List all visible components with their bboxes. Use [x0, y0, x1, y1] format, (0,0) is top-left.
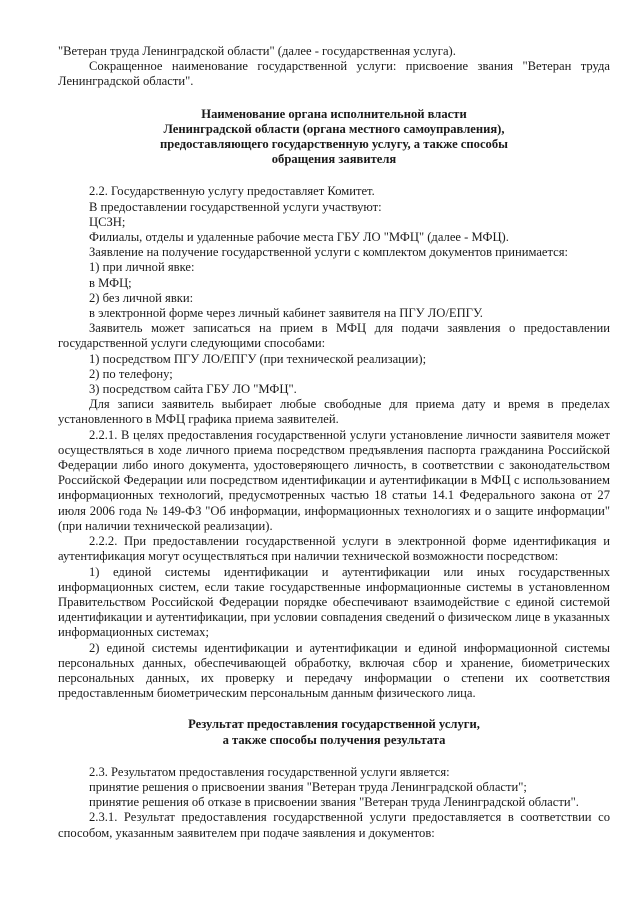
list-item: 2) единой системы идентификации и аутентификации и единой информационной системы персональных данных, обеспечивающей обработку, включая сбор и хранение, биометрических персональных данных, их проверку и передачу информации о степени их соответствия предоставленным биометрическим персональным данным физического лица. [58, 640, 610, 701]
list-item: принятие решения о присвоении звания "Ветеран труда Ленинградской области"; [89, 779, 527, 794]
intro-paragraph-1: "Ветеран труда Ленинградской области" (далее - государственная услуга). [58, 44, 456, 58]
list-item: 2) по телефону; [89, 366, 173, 381]
list-item: 1) единой системы идентификации и аутентификации или иных государственных информационных систем, если такие государственные информационные системы в установленном Правительством Российской Федерации порядке обеспечивают взаимодействие с единой системой идентификации и аутентификации, при условии совпадения сведений о физическом лице в указанных информационных системах; [58, 564, 610, 640]
list-item: 2) без личной явки: [89, 290, 194, 305]
list-item: принятие решения об отказе в присвоении звания "Ветеран труда Ленинградской области". [89, 795, 579, 810]
paragraph: 2.2. Государственную услугу предоставляет Комитет. [89, 184, 375, 199]
document-page [58, 44, 610, 841]
paragraph-2-2-2: 2.2.2. При предоставлении государственной услуги в электронной форме идентификация и аутентификация могут осуществляться при наличии технической возможности посредством: [58, 534, 610, 564]
heading-1-line-2: Ленинградской области (органа местного самоуправления), [163, 121, 505, 136]
section-heading-1 [58, 107, 610, 168]
paragraph: Для записи заявитель выбирает любые свободные для приема дату и время в пределах установленного в МФЦ графика приема заявителей. [58, 397, 610, 427]
heading-2-line-2: а также способы получения результата [222, 732, 446, 747]
list-item: 1) посредством ПГУ ЛО/ЕПГУ (при технической реализации); [89, 351, 427, 366]
section-heading-2 [58, 717, 610, 747]
list-item: в МФЦ; [89, 275, 132, 290]
paragraph: ЦСЗН; [89, 214, 126, 229]
list-item: в электронной форме через личный кабинет заявителя на ПГУ ЛО/ЕПГУ. [89, 306, 483, 321]
section-2-2 [58, 184, 610, 701]
list-item: 3) посредством сайта ГБУ ЛО "МФЦ". [89, 382, 297, 397]
paragraph: Заявление на получение государственной услуги с комплектом документов принимается: [89, 245, 569, 260]
heading-1-line-1: Наименование органа исполнительной власти [201, 106, 467, 121]
list-item: 1) при личной явке: [89, 260, 195, 275]
heading-2-line-1: Результат предоставления государственной услуги, [188, 717, 480, 732]
heading-1-line-4: обращения заявителя [271, 152, 397, 167]
heading-1-line-3: предоставляющего государственную услугу, а также способы [160, 137, 508, 152]
paragraph: 2.3. Результатом предоставления государственной услуги является: [89, 764, 450, 779]
intro-paragraph-2: Сокращенное наименование государственной услуги: присвоение звания "Ветеран труда Ленинградской области". [58, 59, 610, 89]
section-2-3 [58, 765, 610, 841]
paragraph: Заявитель может записаться на прием в МФЦ для подачи заявления о предоставлении государственной услуги следующими способами: [58, 321, 610, 351]
paragraph: Филиалы, отделы и удаленные рабочие места ГБУ ЛО "МФЦ" (далее - МФЦ). [89, 230, 509, 245]
paragraph-2-3-1: 2.3.1. Результат предоставления государственной услуги предоставляется в соответствии со способом, указанным заявителем при подаче заявления и документов: [58, 810, 610, 840]
paragraph-2-2-1: 2.2.1. В целях предоставления государственной услуги установление личности заявителя может осуществляться в ходе личного приема посредством предъявления паспорта гражданина Российской Федерации либо иного документа, удостоверяющего личность, в соответствии с законодательством Российской Федерации или посредством идентификации и аутентификации в МФЦ с использованием информационных технологий, предусмотренных частью 18 статьи 14.1 Федерального закона от 27 июля 2006 года № 149-ФЗ "Об информации, информационных технологиях и о защите информации" (при наличии технической реализации). [58, 427, 610, 533]
paragraph: В предоставлении государственной услуги участвуют: [89, 199, 382, 214]
